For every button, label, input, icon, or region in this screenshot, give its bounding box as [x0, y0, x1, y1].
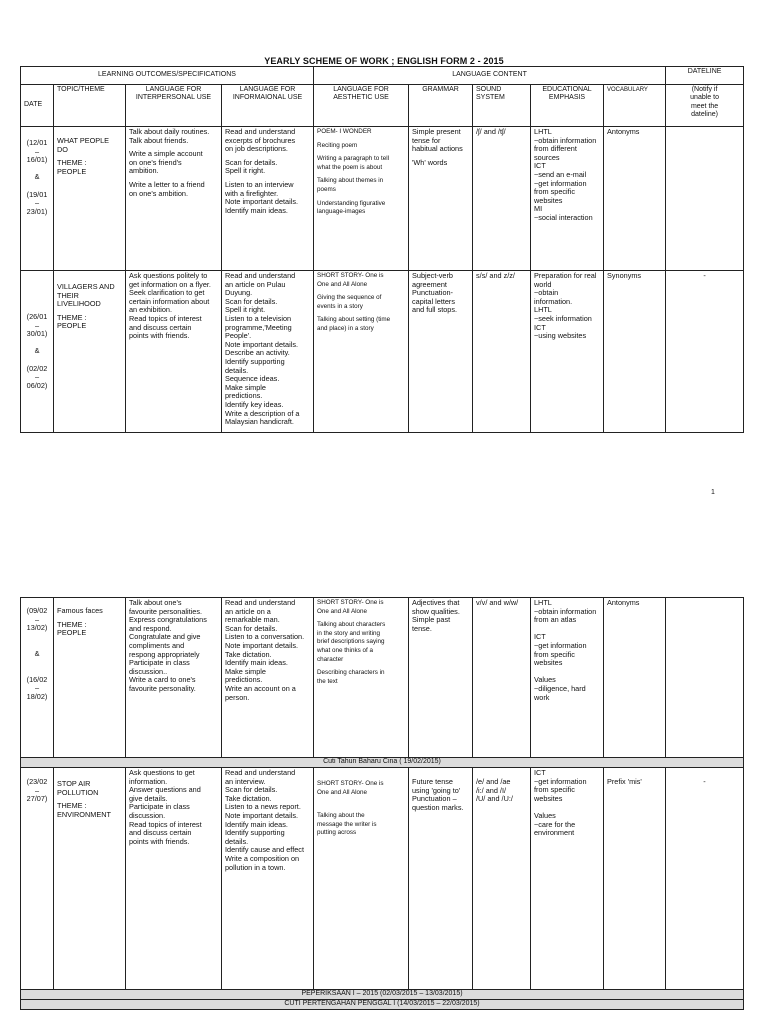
sound-cell: /ʃ/ and /tʃ/ [473, 127, 531, 271]
theme-label: THEME : ENVIRONMENT [57, 801, 111, 819]
list-item: Talking about setting (time and place) in a story [317, 316, 391, 332]
list-item: SHORT STORY- One is One and All Alone [317, 780, 384, 796]
exam-banner [21, 990, 744, 1000]
list-item: Talking about the message the writer is putting across [317, 812, 377, 837]
list-item: Listen to an interview with a firefighter. Note important details. Identify main ideas. [225, 179, 299, 215]
aesthetic-cell [314, 598, 409, 758]
sound-cell: v/v/ and w/w/ [473, 598, 531, 758]
grammar-cell [409, 271, 473, 433]
list-item: Understanding figurative language-images [317, 199, 386, 216]
topic-cell [54, 768, 126, 990]
date-cell: (23/02 – 27/07) [21, 768, 54, 990]
aesthetic-header: LANGUAGE FOR AESTHETIC USE [314, 85, 409, 127]
topic-cell [54, 271, 126, 433]
informational-cell [222, 598, 314, 758]
list-item: Ask questions politely to get information on a flyer. Seek clarification to get certain information about an exhibition. Read topics of interest and discuss certain points with friends. [129, 271, 211, 341]
theme-label: THEME : PEOPLE [57, 619, 87, 638]
list-item: Adjectives that show qualities. Simple past tense. [412, 598, 460, 633]
interpersonal-header: LANGUAGE FOR INTERPERSONAL USE [126, 85, 222, 127]
educational-cell: LHTL ~obtain information from different sources ICT ~send an e-mail ~get information from specific websites MI ~social interaction [531, 127, 604, 271]
educational-cell: ICT ~get information from specific websites Values ~care for the environment [531, 768, 604, 990]
informational-header: LANGUAGE FOR INFORMAIONAL USE [222, 85, 314, 127]
dateline-cell: - [666, 768, 744, 990]
list-item: Talking about themes in poems [317, 177, 384, 193]
list-item: 'Wh' words [412, 157, 448, 167]
list-item: Talk about daily routines. Talk about friends. [129, 127, 210, 145]
mid-term-holiday-text: CUTI PERTENGAHAN PENGGAL I (14/03/2015 – 22/03/2015) [21, 1000, 744, 1010]
exam-text: PEPERIKSAAN I – 2015 (02/03/2015 – 13/03/2015) [21, 990, 744, 1000]
date-cell: (26/01 – 30/01) & (02/02 – 06/02) [21, 271, 54, 433]
mid-term-holiday-banner [21, 1000, 744, 1010]
list-item: POEM- I WONDER [317, 128, 372, 135]
sound-cell: /e/ and /ae /i:/ and /I/ /U/ and /U:/ [473, 768, 531, 990]
language-content-header: LANGUAGE CONTENT [314, 67, 666, 85]
table-row [21, 768, 744, 990]
topic-title: VILLAGERS AND THEIR LIVELIHOOD [57, 282, 115, 309]
interpersonal-cell [126, 271, 222, 433]
vocabulary-cell: Prefix 'mis' [604, 768, 666, 990]
educational-cell: Preparation for real world ~obtain information. LHTL ~seek information ICT ~using websites [531, 271, 604, 433]
aesthetic-cell [314, 271, 409, 433]
page-number: 1 [711, 489, 715, 496]
cny-holiday-text: Cuti Tahun Baharu Cina ( 19/02/2015) [21, 758, 744, 768]
list-item: Write a simple account on one's friend's ambition. [129, 149, 203, 176]
list-item: Read and understand excerpts of brochures on job descriptions. [225, 127, 296, 154]
scheme-table-page-1 [20, 66, 744, 433]
list-item: Scan for details. Spell it right. [225, 157, 278, 176]
dateline-header: DATELINE [666, 67, 744, 85]
topic-cell [54, 127, 126, 271]
cny-holiday-banner [21, 758, 744, 768]
interpersonal-cell [126, 768, 222, 990]
topic-title: Famous faces [57, 606, 103, 615]
educational-cell: LHTL ~obtain information from an atlas ICT ~get information from specific websites Values ~diligence, hard work [531, 598, 604, 758]
list-item: Read and understand an article on Pulau Duyung. Scan for details. Spell it right. Listen to a television programme,'Meeting People'. Note important details. Describe an activity. Identify supporting details. Sequence ideas. Make simple predictions. Identify key ideas. Write a description of a Malaysian handicraft. [225, 271, 300, 427]
grammar-header: GRAMMAR [409, 85, 473, 127]
grammar-cell [409, 598, 473, 758]
list-item: Future tense using 'going to' Punctuation – question marks. [412, 777, 464, 812]
learning-outcomes-header: LEARNING OUTCOMES/SPECIFICATIONS [21, 67, 314, 85]
topic-title: WHAT PEOPLE DO [57, 136, 110, 154]
vocabulary-cell: Antonyms [604, 598, 666, 758]
scheme-table-page-2 [20, 597, 744, 1010]
interpersonal-cell [126, 127, 222, 271]
dateline-cell [666, 598, 744, 758]
dateline-cell: - [666, 271, 744, 433]
table-row [21, 127, 744, 271]
grammar-cell [409, 127, 473, 271]
vocabulary-header: VOCABULARY [604, 85, 666, 127]
vocabulary-cell: Synonyms [604, 271, 666, 433]
date-header: DATE [21, 85, 54, 127]
grammar-cell [409, 768, 473, 990]
list-item: Describing characters in the text [317, 669, 385, 685]
date-cell: (12/01 – 16/01) & (19/01 – 23/01) [21, 127, 54, 271]
list-item: SHORT STORY- One is One and All Alone [317, 272, 384, 288]
list-item: Reciting poem [317, 141, 358, 149]
list-item: SHORT STORY- One is One and All Alone [317, 599, 384, 615]
list-item: Simple present tense for habitual actions [412, 127, 463, 154]
theme-label: THEME : PEOPLE [57, 312, 87, 331]
topic-theme-header: TOPIC/THEME [54, 85, 126, 127]
list-item: Subject-verb agreement Punctuation- capital letters and full stops. [412, 271, 458, 315]
theme-label: THEME : PEOPLE [57, 158, 87, 176]
topic-cell [54, 598, 126, 758]
list-item: Write a letter to a friend on one's ambition. [129, 179, 205, 198]
vocabulary-cell: Antonyms [604, 127, 666, 271]
aesthetic-cell [314, 768, 409, 990]
list-item: Giving the sequence of events in a story [317, 294, 382, 310]
page-title: YEARLY SCHEME OF WORK ; ENGLISH FORM 2 - 2015 [264, 56, 504, 66]
aesthetic-cell [314, 127, 409, 271]
list-item: Talk about one's favourite personalities. Express congratulations and respond. Congratulate and give compliments and respong appropriately Participate in class discussion.. Write a card to one's favourite personality. [129, 598, 207, 693]
dateline-cell [666, 127, 744, 271]
informational-cell [222, 271, 314, 433]
table-row [21, 271, 744, 433]
date-cell: (09/02 – 13/02) & (16/02 – 18/02) [21, 598, 54, 758]
list-item: Read and understand an article on a remarkable man. Scan for details. Listen to a conversation. Note important details. Take dictation. Identify main ideas. Make simple predictions. Write an account on a person. [225, 598, 305, 702]
table-row [21, 598, 744, 758]
dateline-note: (Notify if unable to meet the dateline) [666, 85, 744, 127]
list-item: Writing a paragraph to tell what the poem is about [317, 155, 390, 171]
interpersonal-cell [126, 598, 222, 758]
sound-cell: s/s/ and z/z/ [473, 271, 531, 433]
list-item: Ask questions to get information. Answer questions and give details. Participate in class discussion. Read topics of interest and discuss certain points with friends. [129, 768, 202, 846]
list-item: Talking about characters in the story and writing brief descriptions saying what one thinks of a character [317, 621, 386, 663]
list-item: Read and understand an interview. Scan for details. Take dictation. Listen to a news report. Note important details. Identify main ideas. Identify supporting details. Identify cause and effect Write a composition on pollution in a town. [225, 768, 304, 872]
educational-header: EDUCATIONAL EMPHASIS [531, 85, 604, 127]
informational-cell [222, 768, 314, 990]
informational-cell [222, 127, 314, 271]
topic-title: STOP AIR POLLUTION [57, 779, 99, 797]
sound-system-header: SOUND SYSTEM [473, 85, 531, 127]
